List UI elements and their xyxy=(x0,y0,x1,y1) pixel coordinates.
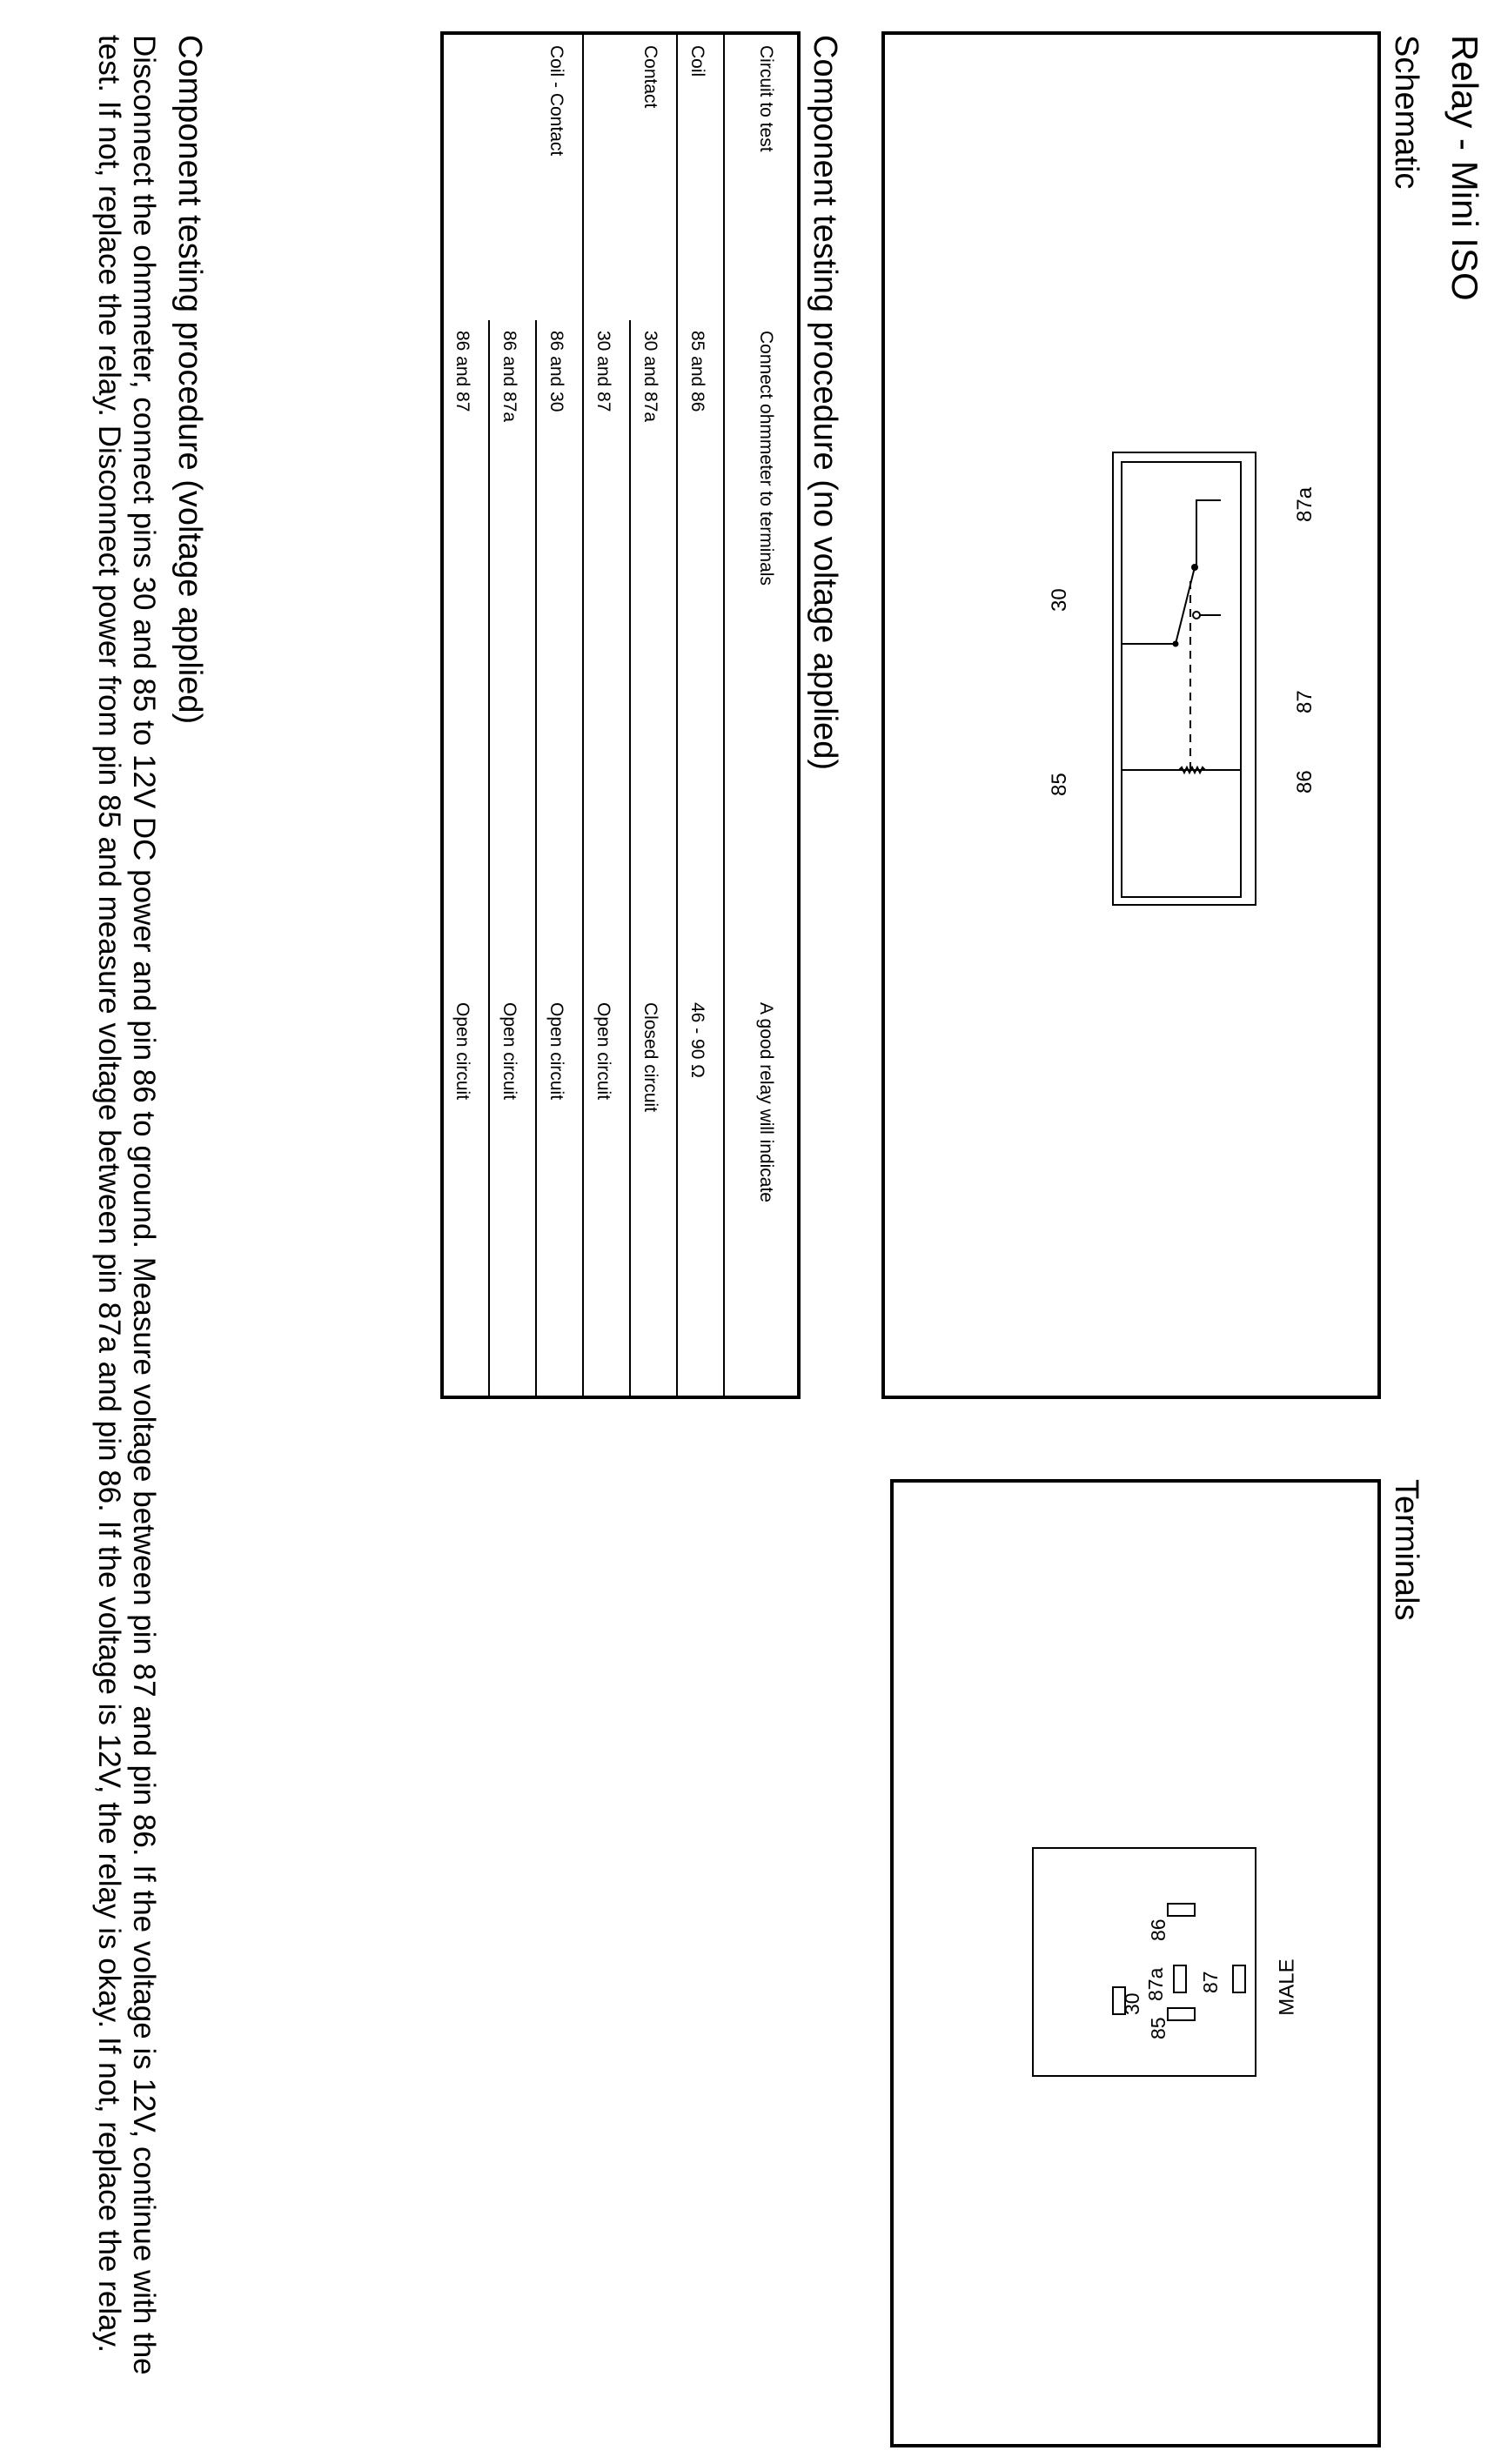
terminal-pin-85 xyxy=(1168,2008,1195,2020)
col-header-result: A good relay will indicate xyxy=(756,1002,776,1202)
relay-schematic-diagram xyxy=(885,35,1377,1396)
voltage-applied-instructions: Disconnect the ohmmeter, connect pins 30 and 85 to 12V DC power and pin 86 to ground. Measure voltage between pin 87 and pin 86. If the voltage is 12V, continue with the test. If not, replace the relay. Disconnect power from pin 85 and measure voltage between pin 87a and pin 86. If the voltage is 12V, the relay is okay. If not, replace the relay. xyxy=(92,35,161,2375)
result-cell: Open circuit xyxy=(536,992,583,1397)
pin-label-87a: 87a xyxy=(1293,486,1317,522)
table-row xyxy=(630,33,677,1397)
schematic-outer-frame xyxy=(1113,452,1256,905)
terminals-cell: 86 and 87a xyxy=(489,320,536,992)
terminals-cell: 30 and 87 xyxy=(583,320,630,992)
table-row xyxy=(442,33,489,1397)
terminal-pin-87 xyxy=(1233,1965,1245,1992)
page-title: Relay - Mini ISO xyxy=(1444,35,1485,301)
col-header-terminals: Connect ohmmeter to terminals xyxy=(756,331,776,586)
terminal-housing xyxy=(1033,1848,1256,2076)
result-cell: Open circuit xyxy=(583,992,630,1397)
terminals-panel xyxy=(890,1479,1381,2447)
terminals-cell: 86 and 87 xyxy=(442,320,489,992)
terminals-heading: Terminals xyxy=(1388,1479,1424,1621)
table-row xyxy=(536,33,583,1397)
terminals-cell: 30 and 87a xyxy=(630,320,677,992)
terminal-label-87a: 87a xyxy=(1144,1967,1167,2001)
circuit-cell xyxy=(583,33,630,320)
circuit-cell: Contact xyxy=(630,33,677,320)
terminal-label-85: 85 xyxy=(1147,2017,1169,2039)
circuit-cell: Coil - Contact xyxy=(536,33,583,320)
switch-arm xyxy=(1176,567,1195,644)
circuit-cell xyxy=(489,33,536,320)
pin-label-85: 85 xyxy=(1048,773,1071,796)
result-cell: Closed circuit xyxy=(630,992,677,1397)
schematic-panel xyxy=(881,31,1381,1399)
result-cell: 46 - 90 Ω xyxy=(677,992,724,1397)
circuit-cell xyxy=(442,33,489,320)
ohmmeter-test-table xyxy=(440,31,801,1399)
table-header-row xyxy=(724,33,799,1397)
terminal-pin-87a xyxy=(1174,1965,1186,1992)
result-cell: Open circuit xyxy=(442,992,489,1397)
terminal-label-86: 86 xyxy=(1147,1918,1169,1941)
pin-label-86: 86 xyxy=(1293,770,1317,793)
contact-87 xyxy=(1193,612,1200,619)
contact-87a xyxy=(1191,564,1198,571)
terminal-label-30: 30 xyxy=(1121,1992,1143,2015)
voltage-applied-heading: Component testing procedure (voltage applied) xyxy=(171,35,208,725)
schematic-inner-frame xyxy=(1122,462,1241,897)
gender-label: MALE xyxy=(1275,1958,1299,2016)
result-cell: Open circuit xyxy=(489,992,536,1397)
terminals-cell: 86 and 30 xyxy=(536,320,583,992)
pin-label-87: 87 xyxy=(1293,690,1317,713)
table-row xyxy=(677,33,724,1397)
terminal-pin-86 xyxy=(1168,1904,1195,1916)
col-header-circuit: Circuit to test xyxy=(756,45,776,152)
terminal-label-87: 87 xyxy=(1199,1971,1222,1993)
relay-terminal-diagram xyxy=(894,1483,1377,2444)
terminals-cell: 85 and 86 xyxy=(677,320,724,992)
schematic-heading: Schematic xyxy=(1388,35,1424,190)
no-voltage-heading: Component testing procedure (no voltage applied) xyxy=(807,35,843,770)
circuit-cell: Coil xyxy=(677,33,724,320)
table-row xyxy=(489,33,536,1397)
wire-87a xyxy=(1196,500,1221,566)
table-row xyxy=(583,33,630,1397)
pin-label-30: 30 xyxy=(1048,588,1071,612)
